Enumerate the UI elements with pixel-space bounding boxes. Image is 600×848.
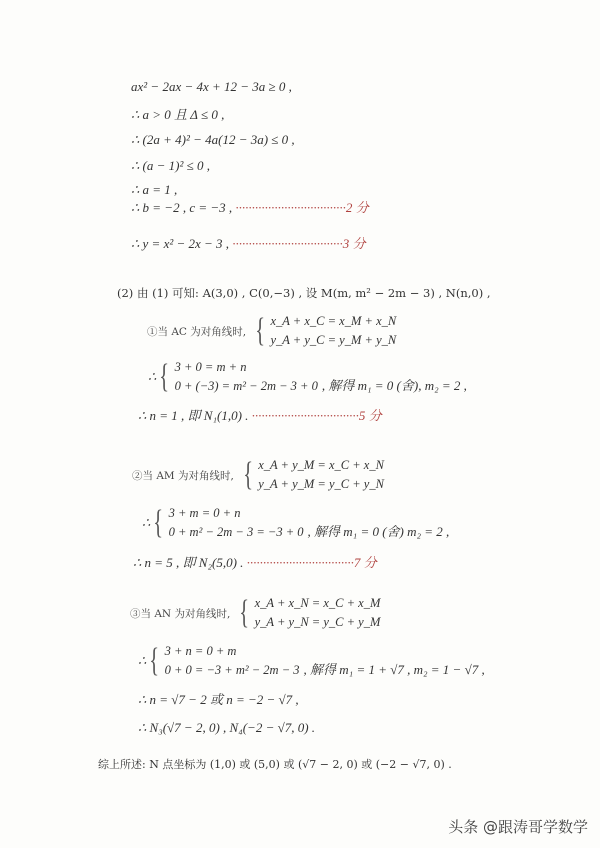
case3-result: ∴ N₃(√7 − 2, 0) , N₄(−2 − √7, 0) . [138, 720, 316, 735]
brace: { [159, 358, 170, 395]
part2-intro: (2) 由 (1) 可知: A(3,0) , C(0,−3) , 设 M(m, m² − 2m − 3) , N(n,0) , [117, 286, 491, 300]
case3-label: ③当 AN 为对角线时, [130, 607, 231, 620]
case2-result [133, 556, 377, 570]
eq: 0 + (−3) = m² − 2m − 3 + 0 [174, 379, 318, 393]
brace: { [255, 312, 266, 349]
brace: { [149, 642, 160, 679]
case3-n-values: ∴ n = √7 − 2 或 n = −2 − √7 , [138, 692, 299, 707]
a-value-line: ∴ a = 1 , [131, 182, 178, 197]
condition-line: ∴ a > 0 且 Δ ≤ 0 , [131, 107, 225, 122]
eq: 3 + 0 = m + n [174, 360, 247, 374]
score-2: ··································2 分 [235, 200, 369, 215]
case1-label: ①当 AC 为对角线时, [147, 325, 247, 338]
therefore: ∴ [138, 653, 147, 668]
eq: 3 + n = 0 + m [164, 644, 237, 658]
eq: x_A + x_N = x_C + x_M [254, 596, 381, 610]
score-3: ··································3 分 [232, 236, 366, 251]
brace: { [243, 456, 253, 493]
function-line [131, 237, 366, 251]
eq: x_A + x_C = x_M + x_N [270, 314, 397, 328]
square-line: ∴ (a − 1)² ≤ 0 , [131, 158, 210, 173]
case2-label: ②当 AM 为对角线时, [132, 469, 234, 482]
eq: 0 + m² − 2m − 3 = −3 + 0 [168, 525, 304, 539]
bc-text: ∴ b = −2 , c = −3 , [131, 200, 233, 215]
result-text: ∴ n = 1 , 即 N₁(1,0) . [138, 408, 249, 423]
case1-system [147, 314, 396, 348]
eq: 0 + 0 = −3 + m² − 2m − 3 [164, 663, 300, 677]
brace: { [153, 504, 164, 541]
score-5: ·································5 分 [251, 408, 382, 423]
therefore: ∴ [142, 515, 151, 530]
eq: y_A + y_C = y_M + y_N [270, 333, 397, 347]
case1-substitution [148, 360, 467, 394]
case2-system [132, 458, 384, 492]
discriminant-line: ∴ (2a + 4)² − 4a(12 − 3a) ≤ 0 , [131, 132, 295, 147]
inequality-line: ax² − 2ax − 4x + 12 − 3a ≥ 0 , [131, 79, 292, 94]
result-text: ∴ n = 5 , 即 N₂(5,0) . [133, 555, 244, 570]
case3-substitution [138, 644, 485, 678]
bc-value-line [131, 201, 369, 215]
case2-solve: , 解得 m₁ = 0 (舍) m₂ = 2 , [307, 523, 450, 539]
eq: 3 + m = 0 + n [168, 506, 241, 520]
eq: y_A + y_N = y_C + y_M [254, 615, 381, 629]
case3-system [130, 596, 380, 630]
function-text: ∴ y = x² − 2x − 3 , [131, 236, 230, 251]
eq: x_A + y_M = x_C + x_N [258, 458, 384, 472]
score-7: ·································7 分 [246, 555, 377, 570]
therefore: ∴ [148, 369, 157, 384]
eq: y_A + y_M = y_C + y_N [258, 477, 384, 491]
conclusion: 综上所述: N 点坐标为 (1,0) 或 (5,0) 或 (√7 − 2, 0) 或 (−2 − √7, 0) . [98, 758, 452, 771]
watermark: 头条 @跟涛哥学数学 [448, 818, 588, 836]
case1-solve: , 解得 m₁ = 0 (舍), m₂ = 2 , [321, 377, 467, 393]
case2-substitution [142, 506, 449, 540]
brace: { [239, 594, 250, 631]
case1-result [138, 409, 382, 423]
case3-solve: , 解得 m₁ = 1 + √7 , m₂ = 1 − √7 , [303, 661, 485, 677]
